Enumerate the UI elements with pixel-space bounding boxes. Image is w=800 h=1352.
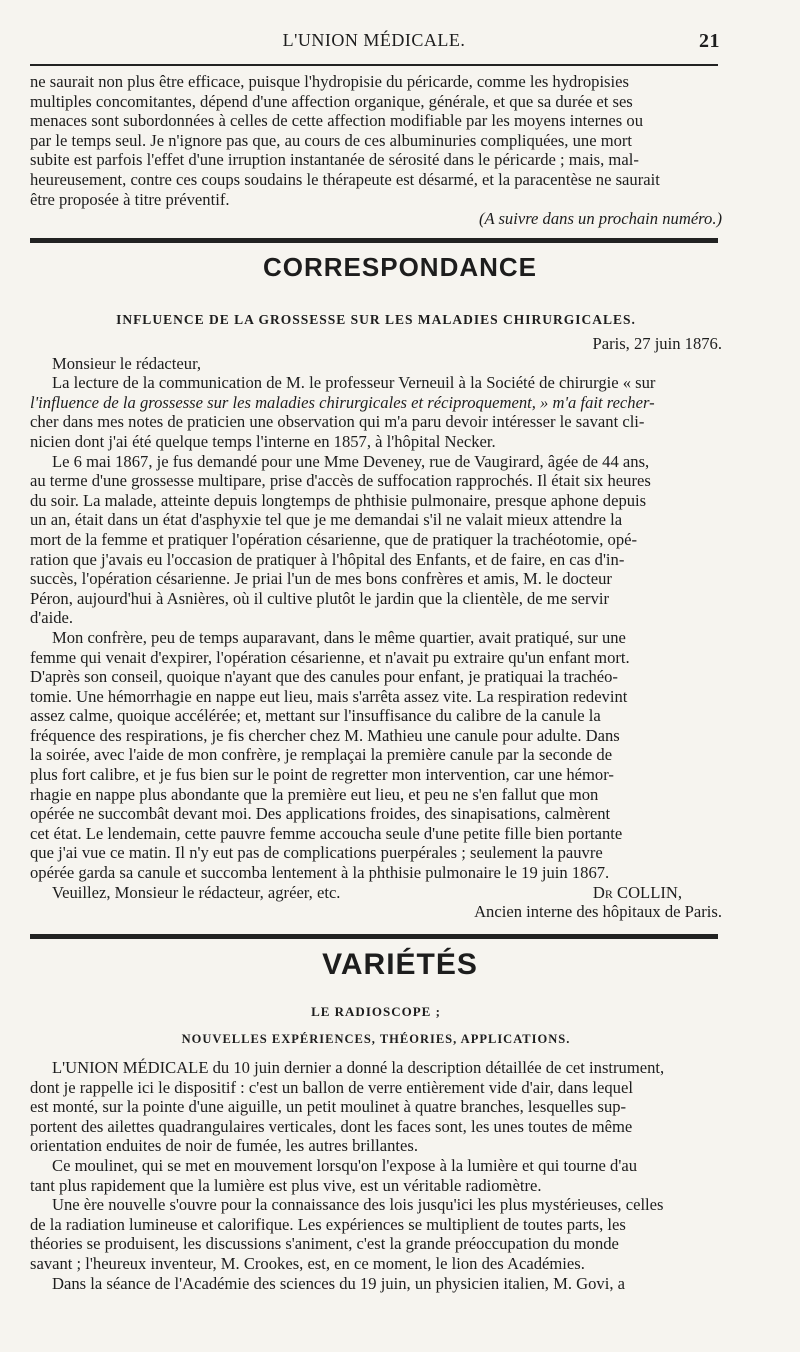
section-rule — [30, 238, 718, 243]
paragraph — [30, 1195, 722, 1273]
text-line: opérée ne succombât devant moi. Des applications froides, des sinapisations, calmèrent — [30, 804, 611, 824]
text-line: que j'ai vue ce matin. Il n'y eut pas de complications puerpérales ; seulement la pauvre — [30, 843, 603, 863]
text-line: subite est parfois l'effet d'une irruption instantanée de sérosité dans le péricarde ; mais, mal- — [30, 150, 639, 170]
varietes-subtitle-2: NOUVELLES EXPÉRIENCES, THÉORIES, APPLICATIONS. — [181, 1032, 571, 1046]
text-line: dont je rappelle ici le dispositif : c'est un ballon de verre entièrement vide d'air, dans lequel — [30, 1077, 633, 1097]
text-line: au terme d'une grossesse multipare, prise d'accès de suffocation rapprochés. Il était six heures — [30, 471, 651, 491]
text-line: succès, l'opération césarienne. Je priai l'un de mes bons confrères et amis, M. le docteur — [30, 569, 612, 589]
continued-article — [30, 72, 722, 229]
section-title-varietes: VARIÉTÉS — [322, 948, 478, 981]
header-rule — [30, 64, 718, 66]
text-line: Une ère nouvelle s'ouvre pour la connaissance des lois jusqu'ici les plus mystérieuses, celles — [52, 1195, 664, 1215]
text-line: tant plus rapidement que la lumière est plus vive, est un véritable radiomètre. — [30, 1175, 542, 1195]
paragraph — [30, 628, 722, 883]
text-line: l'influence de la grossesse sur les maladies chirurgicales et réciproquement, » m'a fait recher- — [30, 392, 655, 412]
varietes-article — [30, 1058, 722, 1293]
text-line: fréquence des respirations, je fis chercher chez M. Mathieu une canule pour adulte. Dans — [30, 725, 620, 745]
text-line: un an, était dans un état d'asphyxie tel que je me demandai s'il ne valait mieux attendre la — [30, 510, 623, 530]
text-line: cher dans mes notes de praticien une observation qui m'a paru devoir intéresser le savant cli- — [30, 412, 645, 432]
signature-title: Ancien interne des hôpitaux de Paris. — [474, 902, 722, 922]
paragraph — [30, 1274, 722, 1294]
text-line: multiples concomitantes, dépend d'une affection organique, générale, et que sa durée et ses — [30, 91, 633, 111]
text-line: femme qui venait d'expirer, l'opération césarienne, et n'avait pu extraire qu'un enfant mort. — [30, 647, 630, 667]
section-rule — [30, 934, 718, 939]
text-line: portent des ailettes quadrangulaires verticales, dont les faces sont, les unes toutes de même — [30, 1116, 633, 1136]
text-line: est monté, sur la pointe d'une aiguille, un petit moulinet à quatre branches, lesquelles sup- — [30, 1097, 627, 1117]
text-line: la soirée, avec l'aide de mon confrère, je remplaçai la première canule par la seconde de — [30, 745, 613, 765]
text-line: Mon confrère, peu de temps auparavant, dans le même quartier, avait pratiqué, sur une — [52, 627, 626, 647]
text-line: du soir. La malade, atteinte depuis longtemps de phthisie pulmonaire, presque aphone depuis — [30, 490, 647, 510]
paragraph — [30, 1156, 722, 1195]
text-line: par le temps seul. Je n'ignore pas que, au cours de ces albuminuries compliquées, une mort — [30, 130, 633, 150]
text-line: Péron, aujourd'hui à Asnières, où il cultive plutôt le jardin que la clientèle, de me servir — [30, 588, 609, 608]
paragraph — [30, 373, 722, 451]
letter-body — [30, 334, 722, 922]
text-line: Dans la séance de l'Académie des sciences du 19 juin, un physicien italien, M. Govi, a — [52, 1273, 626, 1293]
running-title: L'UNION MÉDICALE. — [282, 30, 466, 50]
text-line: théories se produisent, les discussions s'animent, c'est la grande préoccupation du monde — [30, 1234, 619, 1254]
text-line: plus fort calibre, et je fus bien sur le point de regretter mon intervention, car une hémor- — [30, 765, 614, 785]
text-line: cet état. Le lendemain, cette pauvre femme accoucha seule d'une petite fille bien portante — [30, 823, 623, 843]
text-line: d'aide. — [30, 608, 74, 628]
text-line: être proposée à titre préventif. — [30, 189, 230, 209]
signature: Dr COLLIN, — [592, 882, 682, 902]
text-line: savant ; l'heureux inventeur, M. Crookes, est, en ce moment, le lion des Académies. — [30, 1253, 585, 1273]
running-header — [28, 30, 720, 54]
letter-date: Paris, 27 juin 1876. — [592, 334, 722, 353]
text-line: D'après son conseil, quoique n'ayant que des canules pour enfant, je pratiquai la trachéo- — [30, 667, 618, 687]
text-line: ration que j'avais eu l'occasion de pratiquer à l'hôpital des Enfants, et de faire, en cas d'in- — [30, 549, 625, 569]
page-number: 21 — [699, 30, 720, 52]
paragraph — [30, 452, 722, 628]
text-line: assez calme, quoique accélérée; et, mettant sur l'insuffisance du calibre de la canule la — [30, 706, 601, 726]
text-line: ne saurait non plus être efficace, puisque l'hydropisie du péricarde, comme les hydropisies — [30, 72, 629, 91]
paragraph — [30, 1058, 722, 1156]
text-line: La lecture de la communication de M. le professeur Verneuil à la Société de chirurgie « sur — [52, 373, 656, 393]
text-line: nicien dont j'ai été quelque temps l'interne en 1857, à l'hôpital Necker. — [30, 431, 496, 451]
to-follow-note: (A suivre dans un prochain numéro.) — [478, 209, 722, 229]
text-line: rhagie en nappe plus abondante que la première eut lieu, et peu ne s'en fallut que mon — [30, 784, 599, 804]
letter-closing: Veuillez, Monsieur le rédacteur, agréer, etc. Dr COLLIN, — [52, 882, 682, 902]
text-line: orientation enduites de noir de fumée, les autres brillantes. — [30, 1136, 418, 1156]
letter-salutation: Monsieur le rédacteur, — [52, 353, 202, 373]
text-line: de la radiation lumineuse et calorifique. Les expériences se multiplient de toutes parts, les — [30, 1214, 626, 1234]
varietes-subtitle: LE RADIOSCOPE ; — [311, 1004, 441, 1019]
text-line: mort de la femme et pratiquer l'opération césarienne, que de pratiquer la trachéotomie, opé- — [30, 529, 638, 549]
text-line: Ce moulinet, qui se met en mouvement lorsqu'on l'expose à la lumière et qui tourne d'au — [52, 1155, 638, 1175]
section-title-correspondance: CORRESPONDANCE — [262, 252, 538, 282]
text-line: heureusement, contre ces coups soudains le thérapeute est désarmé, et la paracentèse ne saurait — [30, 169, 660, 189]
text-line: menaces sont subordonnées à celles de cette affection modifiable par les moyens internes ou — [30, 111, 643, 131]
text-line: opérée garda sa canule et succomba lentement à la phthisie pulmonaire le 19 juin 1867. — [30, 863, 610, 883]
correspondance-subtitle: INFLUENCE DE LA GROSSESSE SUR LES MALADIES CHIRURGICALES. — [116, 312, 636, 327]
text-line: L'UNION MÉDICALE du 10 juin dernier a donné la description détaillée de cet instrument, — [52, 1058, 665, 1077]
text-line: tomie. Une hémorrhagie en nappe eut lieu, mais s'arrêta assez vite. La respiration redevint — [30, 686, 628, 706]
text-line: Le 6 mai 1867, je fus demandé pour une Mme Deveney, rue de Vaugirard, âgée de 44 ans, — [52, 451, 650, 471]
